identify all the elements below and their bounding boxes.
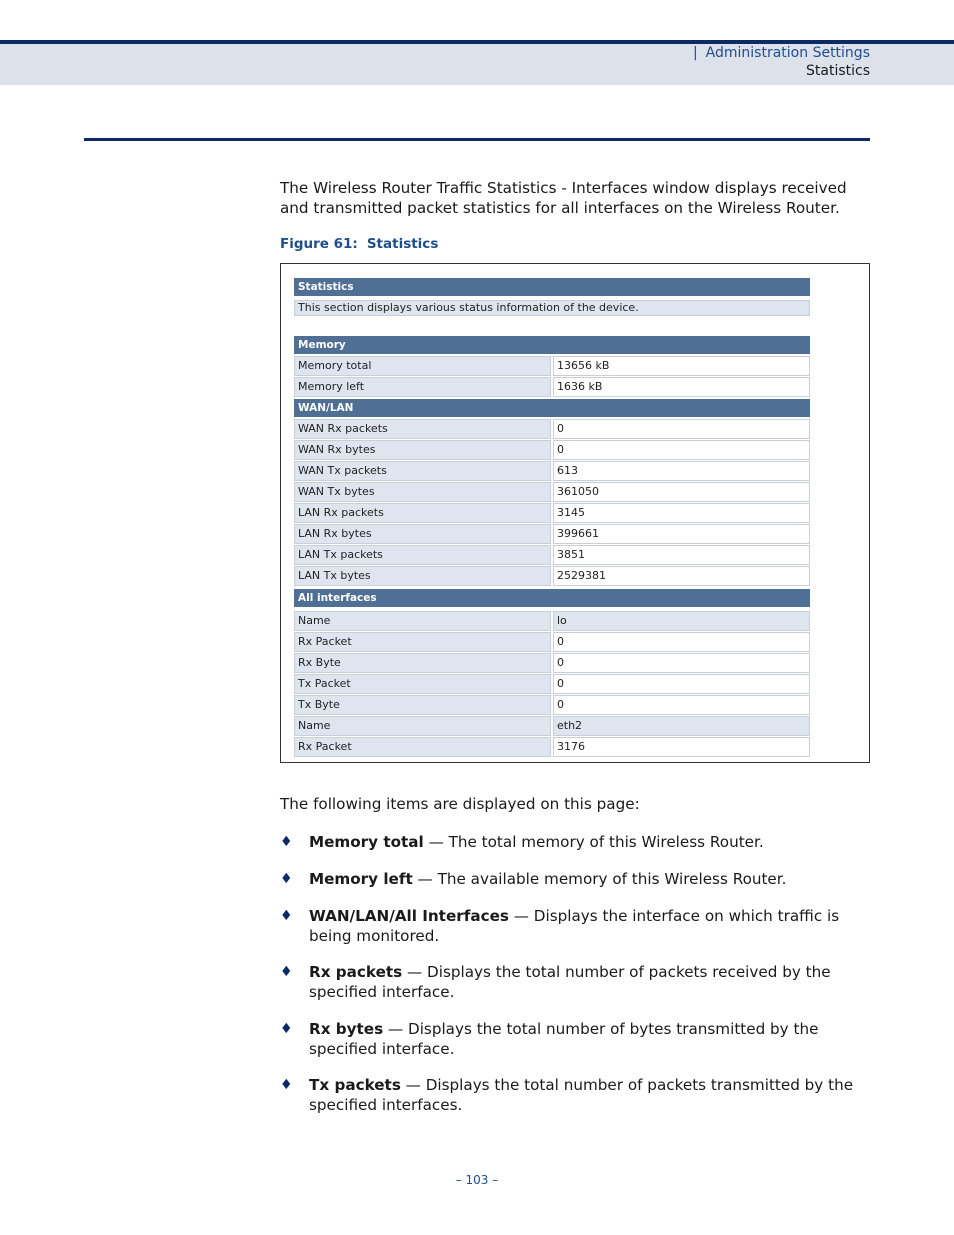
bullet-text: — The total memory of this Wireless Router. <box>423 833 764 851</box>
figure-title: Statistics <box>366 236 439 252</box>
bullet-text: — The available memory of this Wireless Router. <box>412 870 787 888</box>
stat-label: Rx Packet <box>294 632 551 652</box>
bullet-term: Memory left <box>309 870 413 888</box>
bullet-text: — Displays the total number of packets received by the specified interface. <box>309 963 831 1001</box>
stat-label: WAN Rx bytes <box>294 440 551 460</box>
stat-label: Rx Packet <box>294 737 551 757</box>
bullet-term: Rx bytes <box>309 1020 384 1038</box>
diamond-bullet-icon: ♦ <box>280 1077 293 1093</box>
diamond-bullet-icon: ♦ <box>280 908 293 924</box>
panel-title-bar: Statistics <box>294 278 810 296</box>
bullet-text: — Displays the interface on which traffic is being monitored. <box>309 907 840 945</box>
breadcrumb-subsection: Statistics <box>806 63 870 79</box>
stat-label: Name <box>294 611 551 631</box>
stat-value: 0 <box>553 695 810 715</box>
diamond-bullet-icon: ♦ <box>280 1021 293 1037</box>
stat-value: 2529381 <box>553 566 810 586</box>
stat-value: 1636 kB <box>553 377 810 397</box>
stat-label: Tx Packet <box>294 674 551 694</box>
stat-label: Memory total <box>294 356 551 376</box>
stat-row <box>294 632 810 652</box>
stat-row <box>294 716 810 736</box>
bullet-text: — Displays the total number of packets transmitted by the specified interfaces. <box>309 1076 854 1114</box>
bullet-term: Memory total <box>309 833 424 851</box>
stat-row <box>294 482 810 502</box>
section-header-all-interfaces: All interfaces <box>294 589 810 607</box>
stat-row <box>294 356 810 376</box>
statistics-screenshot <box>280 263 870 763</box>
stat-value: 613 <box>553 461 810 481</box>
intro-paragraph: The Wireless Router Traffic Statistics - Interfaces window displays received and transmitted packet statistics for all interfaces on the Wireless Router. <box>280 179 847 217</box>
stat-row <box>294 377 810 397</box>
stat-value: 13656 kB <box>553 356 810 376</box>
stat-label: WAN Tx packets <box>294 461 551 481</box>
diamond-bullet-icon: ♦ <box>280 871 293 887</box>
stat-row <box>294 674 810 694</box>
stat-row <box>294 737 810 757</box>
bullet-term: WAN/LAN/All Interfaces <box>309 907 509 925</box>
items-intro: The following items are displayed on this page: <box>280 795 640 813</box>
stat-row <box>294 503 810 523</box>
stat-row <box>294 545 810 565</box>
stat-value: lo <box>553 611 810 631</box>
stat-value: 0 <box>553 419 810 439</box>
stat-label: LAN Tx bytes <box>294 566 551 586</box>
stat-row <box>294 461 810 481</box>
section-header-wan-lan: WAN/LAN <box>294 399 810 417</box>
diamond-bullet-icon: ♦ <box>280 834 293 850</box>
stat-row <box>294 566 810 586</box>
stat-label: LAN Rx bytes <box>294 524 551 544</box>
stat-row <box>294 524 810 544</box>
breadcrumb-section <box>693 45 870 61</box>
stat-value: 0 <box>553 632 810 652</box>
title-rule <box>84 138 870 141</box>
stat-value: 0 <box>553 674 810 694</box>
stat-value: 0 <box>553 440 810 460</box>
stat-value: eth2 <box>553 716 810 736</box>
stat-value: 399661 <box>553 524 810 544</box>
stat-row <box>294 653 810 673</box>
stat-value: 0 <box>553 653 810 673</box>
stat-label: Memory left <box>294 377 551 397</box>
stat-value: 361050 <box>553 482 810 502</box>
figure-caption <box>280 236 438 252</box>
stat-label: WAN Tx bytes <box>294 482 551 502</box>
breadcrumb-separator: | <box>692 45 698 61</box>
stat-label: Rx Byte <box>294 653 551 673</box>
stat-label: Tx Byte <box>294 695 551 715</box>
stat-label: Name <box>294 716 551 736</box>
stat-label: LAN Tx packets <box>294 545 551 565</box>
figure-label: Figure 61: <box>280 236 358 252</box>
stat-row <box>294 419 810 439</box>
bullet-term: Rx packets <box>309 963 403 981</box>
panel-description: This section displays various status information of the device. <box>294 300 810 316</box>
stat-value: 3176 <box>553 737 810 757</box>
diamond-bullet-icon: ♦ <box>280 964 293 980</box>
page-number: – 103 – <box>455 1173 499 1187</box>
stat-row <box>294 440 810 460</box>
stat-label: LAN Rx packets <box>294 503 551 523</box>
stat-row <box>294 611 810 631</box>
stat-label: WAN Rx packets <box>294 419 551 439</box>
stat-value: 3145 <box>553 503 810 523</box>
bullet-text: — Displays the total number of bytes transmitted by the specified interface. <box>309 1020 819 1058</box>
stat-row <box>294 695 810 715</box>
breadcrumb-section-label: Administration Settings <box>705 45 870 61</box>
stat-value: 3851 <box>553 545 810 565</box>
bullet-term: Tx packets <box>309 1076 401 1094</box>
section-header-memory: Memory <box>294 336 810 354</box>
statistics-panel <box>281 264 869 762</box>
